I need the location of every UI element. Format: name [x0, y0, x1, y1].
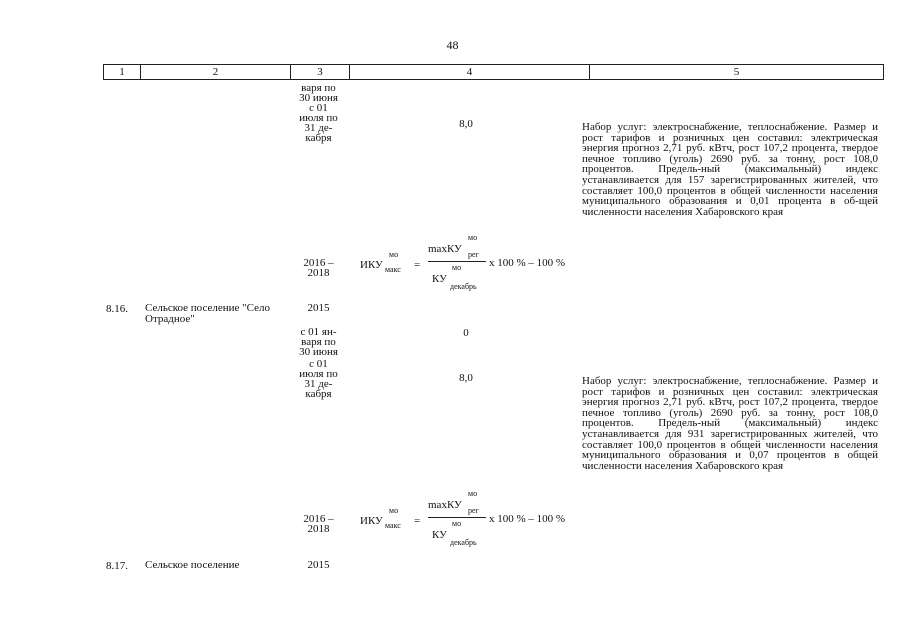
index-value: 8,0	[459, 118, 473, 130]
formula-den-sub: декабрь	[450, 282, 477, 291]
settlement-name-8-16: Сельское поселение "Село Отрадное"	[145, 302, 270, 325]
formula-num-sup: мо	[468, 233, 478, 242]
formula2-lhs-sup: мо	[389, 506, 399, 515]
value1-8-16: 0	[463, 327, 469, 339]
formula2-fraction-line	[428, 517, 486, 518]
year-8-16: 2015	[307, 302, 330, 314]
formula-period: 2016 – 2018	[303, 257, 334, 279]
formula2-lhs: ИКУ	[360, 515, 383, 527]
formula2-num-sub: рег	[468, 506, 479, 515]
formula-den: КУ	[432, 273, 447, 285]
formula2-num-sup: мо	[468, 489, 478, 498]
row-number-8-16: 8.16.	[106, 303, 128, 315]
header-col-5: 5	[733, 66, 740, 78]
table-header	[103, 64, 884, 80]
formula-fraction-line	[428, 261, 486, 262]
header-col-3: 3	[291, 65, 350, 79]
formula-num: maxКУ	[428, 243, 462, 255]
period1-8-16: с 01 ян- варя по 30 июня	[299, 326, 338, 358]
formula2-tail: х 100 % – 100 %	[489, 513, 566, 525]
row-number-8-17: 8.17.	[106, 560, 128, 572]
formula-lhs-sup: мо	[389, 250, 399, 259]
formula-lhs-sub: макс	[385, 265, 401, 274]
year-8-17: 2015	[307, 559, 330, 571]
service-description: Набор услуг: электроснабжение, теплоснабжение. Размер и рост тарифов и розничных цен составил: электрическая энергия прогноз 2,71 руб. кВтч, рост 107,2 процента, твердое печное топливо (уголь) 2690 руб. за тонну, рост 108,0 процентов. Предель-ный (максимальный) индекс устанавливается для 157 зарегистрированных жителей, что составляет 100,0 процентов в общей численности населения муниципального образования и 0,01 процента в об-щей численности населения Хабаровского края	[582, 121, 878, 218]
formula-eq: =	[414, 259, 421, 271]
formula2-den-sup: мо	[452, 519, 462, 528]
header-col-4: 4	[350, 65, 590, 79]
settlement-name-8-17: Сельское поселение	[145, 559, 240, 571]
value2-8-16: 8,0	[459, 372, 473, 384]
page-number: 48	[446, 38, 459, 52]
header-col-2: 2	[141, 65, 291, 79]
formula2-num: maxКУ	[428, 499, 462, 511]
period2-8-16: с 01 июля по 31 де- кабря	[299, 358, 338, 400]
header-col-1: 1	[104, 65, 141, 79]
period-continued: варя по 30 июня с 01 июля по 31 де- кабря	[299, 82, 338, 144]
formula-period-8-16: 2016 – 2018	[303, 513, 334, 535]
formula-lhs: ИКУ	[360, 259, 383, 271]
formula2-eq: =	[414, 515, 421, 527]
formula2-den: КУ	[432, 529, 447, 541]
formula-tail: х 100 % – 100 %	[489, 257, 566, 269]
formula2-lhs-sub: макс	[385, 521, 401, 530]
service-description-8-16: Набор услуг: электроснабжение, теплоснабжение. Размер и рост тарифов и розничных цен составил: электрическая энергия прогноз 2,71 руб. кВтч, рост 107,2 процента, твердое печное топливо (уголь) 2690 руб. за тонну, рост 108,0 процентов. Предель-ный (максимальный) индекс устанавливается для 931 зарегистрированных жителей, что составляет 100,0 процентов в общей численности населения муниципального образования и 0,07 процентов в общей численности населения Хабаровского края	[582, 375, 878, 472]
formula-num-sub: рег	[468, 250, 479, 259]
formula-den-sup: мо	[452, 263, 462, 272]
formula2-den-sub: декабрь	[450, 538, 477, 547]
